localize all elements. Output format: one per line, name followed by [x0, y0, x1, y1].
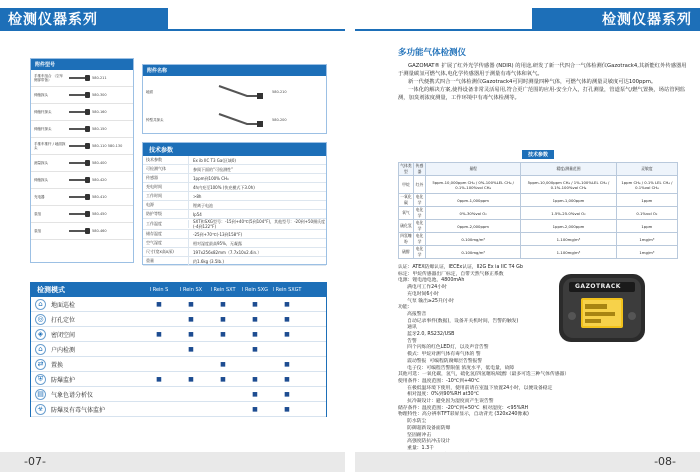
- accessory-row: [31, 189, 133, 206]
- confined-space-icon: ◈: [35, 329, 46, 340]
- accessory-image: [66, 208, 92, 220]
- gas-table-wrap: [398, 150, 678, 259]
- accessory-name: 泵组: [34, 229, 41, 233]
- accessory-image: [66, 72, 92, 84]
- accessory-name: 地面: [146, 90, 153, 94]
- spec-line: 震动警报 可编程防腐爆层告警报警: [398, 358, 483, 364]
- spec-line: 在极低温环境下使用，使用前请在室温下放置24小时，以便设备稳定: [398, 385, 553, 391]
- gas-table-cell: 0.1%vol O₂: [616, 207, 677, 220]
- mode-label: 地面巡检: [51, 301, 76, 309]
- page-number-right: -08-: [654, 455, 676, 468]
- accessory-code: 580-150: [92, 127, 107, 131]
- spec-line: 蓝牙2.0, RS232/USB: [398, 332, 455, 338]
- spec-line: 功能：: [398, 305, 413, 311]
- spec-value: 4h内充至100% (快充模式下3.0h): [193, 184, 255, 190]
- mode-row: [31, 297, 326, 312]
- mode-mark: ■: [284, 390, 290, 398]
- accessory-image: [66, 157, 92, 169]
- intro-paragraph-2: 新一代便携式四合一气体检测仪Gazotrack4可同时测量四种气体，可燃气体的测量灵敏度可达100ppm。: [408, 79, 657, 85]
- spec-key: 充电时间: [143, 183, 189, 191]
- mode-label: 打孔定位: [51, 316, 76, 324]
- accessory-code: 580-300: [92, 93, 107, 97]
- spec-value: 197x256x82mm（7.7x10x2.4in.）: [193, 249, 262, 255]
- mode-mark: ■: [284, 375, 290, 383]
- mode-mark: ■: [188, 300, 194, 308]
- tech-specs-panel: [142, 142, 327, 265]
- accessory-row: [31, 87, 133, 104]
- spec-line: 告警: [398, 338, 417, 344]
- mode-label-cell: [31, 344, 143, 355]
- accessory-name: 充电器: [34, 195, 45, 199]
- accessory-row: [143, 78, 326, 106]
- spec-line: 模式：甲烷对测气体有毒气体的 警: [398, 352, 481, 358]
- mode-label-cell: [31, 299, 143, 310]
- modes-columns: [143, 287, 303, 293]
- accessory-name: 伸缩探头: [34, 93, 48, 97]
- footer-bar-right: [355, 452, 700, 472]
- accessory-row: [31, 206, 133, 223]
- accessory-row: [31, 138, 133, 155]
- mode-mark: ■: [156, 300, 162, 308]
- spec-key: 重量: [143, 257, 189, 265]
- mode-mark: ■: [252, 405, 258, 413]
- mode-label-cell: [31, 314, 143, 325]
- accessory-image: [66, 106, 92, 118]
- gas-table-body: [399, 176, 678, 259]
- spec-key: 工作时间: [143, 192, 189, 200]
- page-title-left: 检测仪器系列: [8, 12, 98, 28]
- spec-key: 储存温度: [143, 230, 189, 238]
- accessory-name: 伸缩杆探头: [34, 110, 52, 114]
- gas-table-cell: 0-100mg/m³: [426, 246, 521, 259]
- gas-table-cell: 0ppm-1,000ppm: [426, 194, 521, 207]
- spec-line: 其他可选：一氧化碳，氢气，硫化氢/四氢噻吩/硫醇（最多可选三种气体传感器）: [398, 372, 570, 378]
- accessory-row: [31, 155, 133, 172]
- gazotrack-device-icon: [555, 268, 650, 346]
- gas-table-cell: 甲烷: [399, 176, 414, 194]
- mode-mark: ■: [220, 330, 226, 338]
- spec-row: [143, 248, 326, 257]
- mode-row: [31, 312, 326, 327]
- spec-line: 相对湿度：0%到90%RH at30℃: [398, 392, 479, 398]
- accessories-head-col1: 附件型号: [35, 62, 56, 68]
- mode-row: [31, 402, 326, 417]
- spec-key: 可检测气体: [143, 165, 189, 173]
- gas-table-cell: 1ppm-2,000ppm: [521, 220, 617, 233]
- spec-key: 工作温度: [143, 220, 189, 228]
- accessory-name: 伸缩杆探头: [34, 127, 52, 131]
- gas-table-cell: 一氧化碳: [400, 194, 412, 205]
- spec-row: [143, 192, 326, 201]
- gas-table-cell: 1ppm CH₄ / 0.1% LEL CH₄ / 0.1%vol CH₄: [616, 176, 677, 194]
- spec-line: 四个闪烁的红色LED灯，以及声音告警: [398, 345, 489, 351]
- mode-mark: ■: [188, 375, 194, 383]
- spec-key: 技术参数: [143, 156, 189, 164]
- product-intro: [398, 62, 688, 102]
- accessories-panel-right: [142, 64, 327, 134]
- detection-modes-panel: [30, 282, 327, 417]
- mode-mark: ■: [252, 345, 258, 353]
- spec-row: [143, 230, 326, 239]
- gas-table-head-row: [399, 163, 678, 176]
- accessory-code: 580-400: [92, 161, 107, 165]
- mode-mark: ■: [284, 330, 290, 338]
- gas-table-cell: 0ppm-2,000ppm: [426, 220, 521, 233]
- gas-table-cell: 5ppm-10,000ppm CH₄ / 1%-100%LEL CH₄ / 0.1%-100%vol CH₄: [521, 176, 617, 194]
- accessory-image: [66, 140, 92, 152]
- drill-locate-icon: ◎: [35, 314, 46, 325]
- accessory-row: [31, 70, 133, 87]
- gas-table-cell: 红外: [413, 176, 425, 194]
- mode-mark: ■: [252, 315, 258, 323]
- gas-table-row: [399, 246, 678, 259]
- mode-mark: ■: [156, 375, 162, 383]
- gas-table-cell: 电化学: [413, 207, 425, 220]
- mode-label-cell: [31, 389, 143, 400]
- spec-key: 尺寸(宽x高x深): [143, 248, 189, 256]
- spec-row: [143, 174, 326, 183]
- device-image: [555, 268, 650, 346]
- gas-table-cell: 1.5%-25.0%vol O₂: [521, 207, 617, 220]
- gas-table-title: 技术参数: [522, 150, 554, 159]
- toxic-gas-icon: ☣: [35, 404, 46, 415]
- gas-table-cell: 电化学: [413, 246, 425, 259]
- mode-mark: ■: [252, 330, 258, 338]
- modes-header: [31, 283, 326, 297]
- mode-row: [31, 387, 326, 402]
- accessory-name: 泵组: [34, 212, 41, 216]
- spec-value: Ex ib IIC T3 Ga(区域0): [193, 157, 236, 163]
- accessory-row: [31, 223, 133, 240]
- spec-line: 重量：1.3千: [398, 445, 434, 451]
- tech-specs-list: [143, 156, 326, 266]
- mode-mark: ■: [188, 315, 194, 323]
- spec-key: 电源: [143, 201, 189, 209]
- mode-mark: ■: [252, 375, 258, 383]
- mode-column-header: I Rein S: [149, 287, 169, 293]
- spec-line: 充电时间6小时: [398, 291, 439, 297]
- spec-line: 高强度防抗冲击设计: [398, 439, 451, 445]
- spec-key: 防护等级: [143, 210, 189, 218]
- accessory-code: 580-211: [92, 76, 107, 80]
- spec-value: SXT和SXG型号：-15到+40℃(5到104°F)，其他型号：-20到+50摄氏度(-4到122°F): [193, 219, 326, 229]
- accessories-head-right: 附件名称: [143, 65, 326, 76]
- mode-row: [31, 327, 326, 342]
- accessories-head-left: [31, 59, 133, 70]
- mode-label: 防爆监护: [51, 376, 76, 384]
- gas-table-row: [399, 176, 678, 194]
- gas-table-cell: 1ppm: [616, 194, 677, 207]
- accessory-row: [31, 172, 133, 189]
- gas-table-cell: 1-100mg/m³: [521, 233, 617, 246]
- accessory-name: 伸缩探头: [34, 178, 48, 182]
- mode-mark: ■: [220, 315, 226, 323]
- spec-value: >8h: [193, 193, 202, 199]
- gas-table-row: [399, 194, 678, 207]
- spec-line: 使用条件：温度范围：-10℃到+40℃: [398, 378, 480, 384]
- product-title: 多功能气体检测仪: [398, 48, 467, 58]
- modes-title: 检测模式: [37, 286, 65, 294]
- spec-value: 1ppm到100% CH₄: [193, 175, 229, 181]
- gas-table-cell: 1mg/m³: [616, 246, 677, 259]
- mode-mark: ■: [220, 360, 226, 368]
- indoor-icon: ⌂: [35, 344, 46, 355]
- tech-specs-title: 技术参数: [143, 143, 326, 156]
- page-title-right: 检测仪器系列: [602, 12, 692, 28]
- intro-paragraph-3: 一体化的解决方案,使得设备非常灵活易用,符合更广范围的应用-安全介入，打孔测量，管道泵气/燃气置换，场站管网监测，加臭剂浓度测量，工作环境中有毒气体检测等。: [398, 87, 686, 101]
- gas-table-header: 气体类型: [400, 163, 412, 174]
- mode-mark: ■: [284, 405, 290, 413]
- accessories-list-right: [143, 76, 326, 134]
- accessories-panel-left: [30, 58, 134, 263]
- spec-key: 空气湿度: [143, 239, 189, 247]
- gas-table-cell: 1-100mg/m³: [521, 246, 617, 259]
- gas-table-cell: 0-100mg/m³: [426, 233, 521, 246]
- spec-line: 气泵 输出≥25升/小时: [398, 298, 454, 304]
- gas-table-header: 传感器: [413, 163, 425, 176]
- accessory-code: 580-160: [92, 110, 107, 114]
- accessory-image: [66, 191, 92, 203]
- mode-label-cell: [31, 359, 143, 370]
- purge-icon: ⇄: [35, 359, 46, 370]
- accessory-code: 580-420: [92, 178, 107, 182]
- gas-table-cell: 1mg/m³: [616, 233, 677, 246]
- spec-value: 参阅下面的“可检测性”: [193, 166, 234, 172]
- mode-row: [31, 342, 326, 357]
- spec-row: [143, 210, 326, 219]
- gas-table-cell: 电化学: [413, 233, 425, 246]
- mode-label-cell: [31, 404, 143, 415]
- accessory-image: [216, 86, 266, 98]
- accessory-code: 580-210: [272, 90, 287, 94]
- gas-table-cell: 1ppm: [616, 220, 677, 233]
- ground-patrol-icon: ⌂: [35, 299, 46, 310]
- gas-table-cell: 硫醇: [399, 246, 414, 259]
- gas-table: [398, 162, 678, 259]
- gas-table-cell: 电化学: [413, 220, 425, 233]
- explosion-guard-icon: ⛨: [35, 374, 46, 385]
- spec-row: [143, 201, 326, 210]
- mode-mark: ■: [252, 390, 258, 398]
- spec-line: 抗冷凝设计：避免因为湿度而产生误告警: [398, 399, 494, 405]
- gas-table-cell: 0%-30%vol O₂: [426, 207, 521, 220]
- mode-mark: ■: [284, 360, 290, 368]
- spec-line: 高报警音: [398, 311, 427, 317]
- spec-line: 物理特性：高分辨率TFT彩屏显示，自动背光 (320x240像素): [398, 412, 529, 418]
- mode-mark: ■: [284, 300, 290, 308]
- mode-label-cell: [31, 329, 143, 340]
- gas-table-cell: 1ppm-1,000ppm: [521, 194, 617, 207]
- header-line-left: [0, 29, 345, 31]
- accessory-code: 580-410: [92, 195, 107, 199]
- mode-label: 置换: [51, 361, 64, 369]
- gas-table-cell: 硫化氢: [399, 220, 414, 233]
- accessory-image: [66, 123, 92, 135]
- accessory-image: [66, 174, 92, 186]
- spec-value: 相对湿度最高95%，无凝露: [193, 240, 242, 246]
- accessories-list-left: [31, 70, 133, 240]
- gas-table-header: 灵敏度: [616, 163, 677, 176]
- mode-mark: ■: [156, 330, 162, 338]
- spec-line: 坚固耐冲击: [398, 432, 432, 438]
- mode-label: 密闭空间: [51, 331, 76, 339]
- gas-table-cell: 四氢噻吩: [400, 233, 412, 244]
- mode-mark: ■: [220, 375, 226, 383]
- chromatograph-icon: ▤: [35, 389, 46, 400]
- mode-column-header: I Rein SXG: [241, 287, 268, 293]
- modes-list: [31, 297, 326, 417]
- mode-label: 户内检测: [51, 346, 76, 354]
- spec-row: [143, 165, 326, 174]
- gas-table-cell: 5ppm-10,000ppm CH₄ / 0%-100%LEL CH₄ / 0.1%-100%vol CH₄: [426, 176, 521, 194]
- spec-value: -25到+70℃(-13到158°F): [193, 231, 243, 237]
- spec-row: [143, 219, 326, 230]
- accessory-row: [31, 104, 133, 121]
- mode-label: 气象色谱分析仪: [51, 391, 94, 399]
- gas-table-cell: 电化学: [413, 194, 425, 207]
- accessory-row: [31, 121, 133, 138]
- spec-line: 电子仪：可编程告警限值 浓度水平，低电量，故障: [398, 365, 515, 371]
- spec-line: 满电可工作24小时: [398, 285, 447, 291]
- spec-value: 锂离子电池: [193, 202, 213, 208]
- spec-line: 储存条件：温度范围：-20℃到+50℃ 相对湿度：<95%RH: [398, 405, 529, 411]
- gas-table-row: [399, 233, 678, 246]
- intro-paragraph-1: GAZOMAT® 扩展了红外光学传感器 (NDIR) 的用途,研发了新一代四合一气体检测仪Gazotrack4,其新能红外传感器用于测量碳氢可燃气体,电化学传感器用于测量有毒气体和氧气。: [398, 63, 687, 77]
- page-number-left: -07-: [24, 455, 46, 468]
- spec-line: 防御超新设备面防爆: [398, 425, 451, 431]
- mode-mark: ■: [284, 315, 290, 323]
- spec-line: 标定：甲烷传感器出厂标定，自带天然气修正系数: [398, 271, 504, 277]
- spec-value: 约1.6kg (3.5lb.): [193, 258, 224, 264]
- accessory-name: 手推车组合 （空车侧部带备）: [34, 74, 64, 82]
- gas-table-row: [399, 207, 678, 220]
- accessory-image: [216, 114, 266, 126]
- accessory-code: 580-200: [272, 118, 287, 122]
- mode-column-header: I Rein SXGT: [272, 287, 302, 293]
- mode-row: [31, 357, 326, 372]
- gas-table-row: [399, 220, 678, 233]
- gas-table-header: 精度/测量范围: [521, 163, 617, 176]
- device-brand-label: GAZOTRACK: [575, 283, 621, 290]
- mode-column-header: I Rein SX: [179, 287, 203, 293]
- accessory-name: 测量探头: [34, 161, 48, 165]
- mode-column-header: I Rein SXT: [210, 287, 236, 293]
- accessory-code: 580-110 580-130: [92, 144, 123, 148]
- spec-row: [143, 239, 326, 248]
- footer-bar-left: [0, 452, 345, 472]
- gas-table-cell: 氧气: [399, 207, 414, 220]
- mode-mark: ■: [220, 300, 226, 308]
- accessory-code: 580-450: [92, 212, 107, 216]
- spec-line: 电源：锂电池电池，4800mAh: [398, 278, 465, 284]
- accessory-image: [66, 89, 92, 101]
- gas-table-header: 量程: [426, 163, 521, 176]
- accessory-row: [143, 106, 326, 134]
- accessory-name: 手推车推杆 / 地面探头: [34, 142, 66, 150]
- accessory-code: 580-460: [92, 229, 107, 233]
- mode-row: [31, 372, 326, 387]
- mode-mark: ■: [252, 300, 258, 308]
- mode-label: 防爆及有毒气体监护: [51, 406, 106, 414]
- spec-line: 认证：ATEX防爆认证，IECEx认证，II2G Ex ia IIC T4 Gb: [398, 265, 523, 270]
- spec-value: Ip54: [193, 211, 202, 217]
- spec-line: 自动记录事件(数据)，设备开关机时间，告警的触发): [398, 318, 519, 324]
- accessory-image: [66, 225, 92, 237]
- spec-key: 传感器: [143, 174, 189, 182]
- spec-line: 通讯: [398, 325, 417, 331]
- mode-mark: ■: [188, 345, 194, 353]
- spec-row: [143, 183, 326, 192]
- header-line-right: [355, 29, 700, 31]
- spec-row: [143, 257, 326, 266]
- spec-line: 防水防尘: [398, 419, 427, 425]
- mode-label-cell: [31, 374, 143, 385]
- accessory-name: 钟型井探头: [146, 118, 164, 122]
- spec-row: [143, 156, 326, 165]
- mode-mark: ■: [188, 330, 194, 338]
